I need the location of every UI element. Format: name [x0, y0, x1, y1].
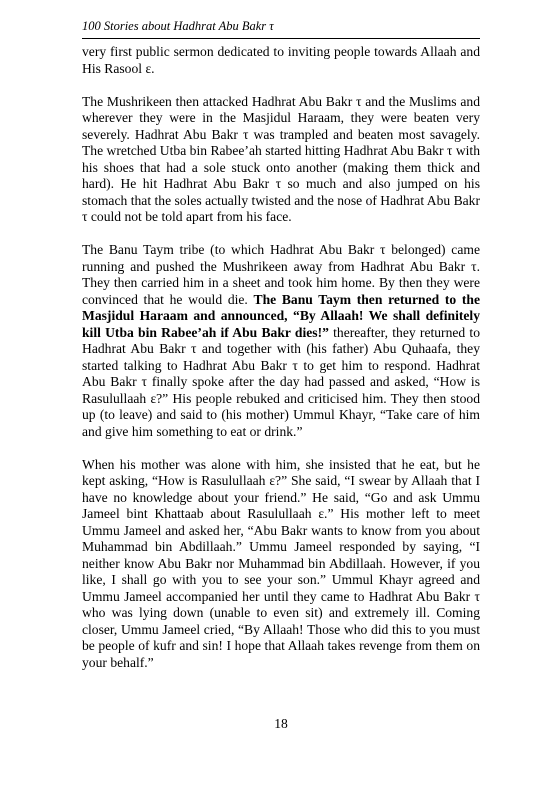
paragraph-3 — [82, 242, 480, 440]
running-title: 100 Stories about Hadhrat Abu Bakr τ — [82, 19, 274, 33]
paragraph-1: very first public sermon dedicated to inviting people towards Allaah and His Rasool ε. — [82, 44, 480, 76]
paragraph-2: The Mushrikeen then attacked Hadhrat Abu Bakr τ and the Muslims and wherever they were in the Masjidul Haraam, they were beaten very severely. Hadhrat Abu Bakr τ was trampled and beaten most savagely. The wretched Utba bin Rabee’ah started hitting Hadhrat Abu Bakr τ with his shoes that had a sole stuck onto another (making them thick and hard). He hit Hadhrat Abu Bakr τ so much and also jumped on his stomach that the soles actually twisted and the nose of Hadhrat Abu Bakr τ could not be told apart from his face. — [82, 93, 480, 224]
paragraph-3-part-b: thereafter, they returned to Hadhrat Abu Bakr τ and together with (his father) Abu Quhaafa, they started talking to Hadhrat Abu Bakr τ to get him to respond. Hadhrat Abu Bakr τ finally spoke after the day had passed and asked, “How is Rasulullaah ε?” His people rebuked and criticised him. They then stood up (to leave) and said to (his mother) Ummul Khayr, “Take care of him and give him something to eat or drink.” — [82, 324, 481, 439]
page-footer — [82, 716, 480, 732]
paragraph-4: When his mother was alone with him, she insisted that he eat, but he kept asking, “How is Rasulullaah ε?” She said, “I swear by Allaah that I have no knowledge about your friend.” He said, “Go and ask Ummu Jameel bint Khattaab about Rasulullaah ε.” His mother left to meet Ummu Jameel and asked her, “Abu Bakr wants to know from you about Muhammad bin Abdillaah.” Ummu Jameel responded by saying, “I neither know Abu Bakr nor Muhammad bin Abdillaah. However, if you like, I shall go with you to see your son.” Ummul Khayr agreed and Ummu Jameel accompanied her until they came to Hadhrat Abu Bakr τ who was lying down (unable to even sit) and extremely ill. Coming closer, Ummu Jameel cried, “By Allaah! Those who did this to you must be people of kufr and sin! I hope that Allaah takes revenge from them on your behalf.” — [82, 456, 480, 670]
book-page — [82, 16, 480, 786]
running-header — [82, 16, 480, 39]
paragraph-3-part-a: The Banu Taym tribe (to which Hadhrat Abu Bakr τ belonged) came running and pushed the Mushrikeen away from Hadhrat Abu Bakr τ. They then carried him in a sheet and took him home. By then they were convinced that he would die. — [82, 242, 480, 307]
page-number: 18 — [274, 716, 288, 731]
paragraph-3-bold: The Banu Taym then returned to the Masjidul Haraam and announced, “By Allaah! We shall definitely kill Utba bin Rabee’ah if Abu Bakr dies!” — [82, 291, 481, 340]
body-text — [82, 44, 480, 671]
